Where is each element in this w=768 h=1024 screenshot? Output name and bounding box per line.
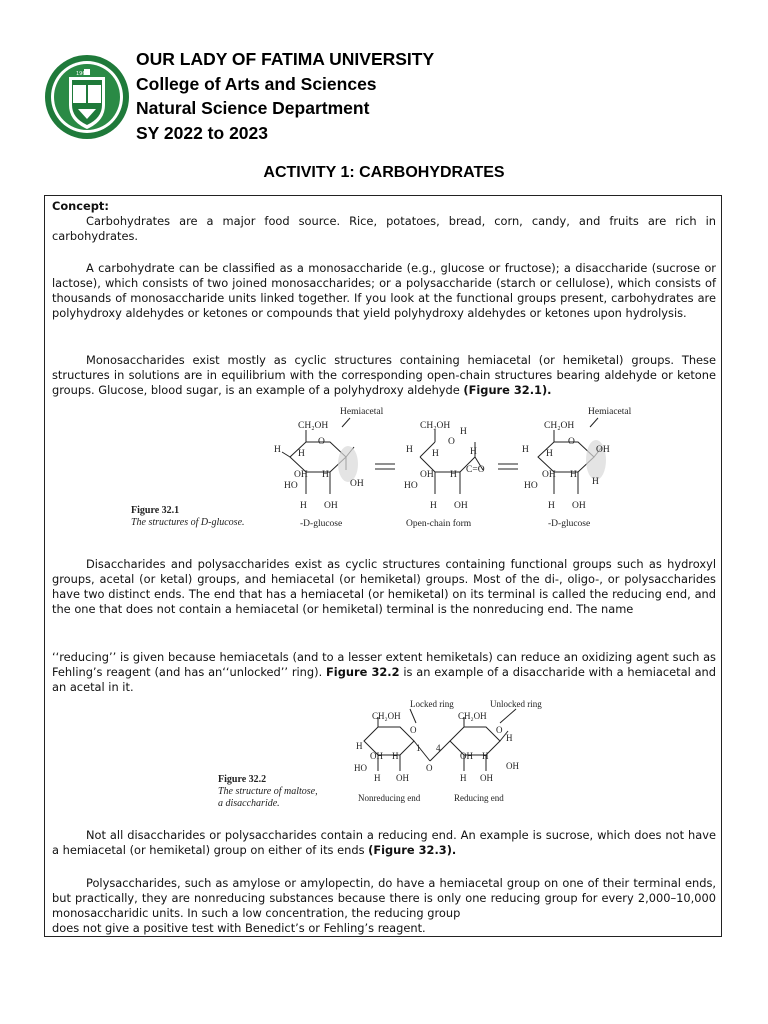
svg-text:O: O	[318, 437, 325, 447]
svg-text:Reducing end: Reducing end	[454, 793, 504, 803]
concept-label: Concept:	[52, 199, 109, 213]
svg-text:O: O	[448, 437, 455, 447]
svg-text:H: H	[548, 501, 555, 511]
concept-paragraph-2: A carbohydrate can be classified as a monosaccharide (e.g., glucose or fructose); a disaccharide (sucrose or lactose), which consists of two joined monosaccharides; or a polysaccharide (starch or cellulose), which consists of thousands of monosaccharide units linked together. If you look at the functional groups present, carbohydrates are polyhydroxy aldehydes or ketones or compounds that yield polyhydroxy aldehydes or ketones upon hydrolysis.	[52, 261, 716, 321]
svg-text:CH₂OH: CH₂OH	[420, 421, 451, 431]
school-year: SY 2022 to 2023	[136, 122, 268, 143]
svg-text:Hemiacetal: Hemiacetal	[588, 407, 632, 417]
concept-paragraph-1: Carbohydrates are a major food source. Rice, potatoes, bread, corn, candy, and fruits are rich in carbohydrates.	[52, 214, 716, 244]
concept-paragraph-3: Monosaccharides exist mostly as cyclic structures containing hemiacetal (or hemiketal) groups. These structures in solutions are in equilibrium with the corresponding open-chain structures bearing aldehyde or ketone groups. Glucose, blood sugar, is an example of a polyhydroxy aldehyde (Figure 32.1).	[52, 353, 716, 398]
svg-text:H: H	[356, 741, 363, 751]
svg-text:OH: OH	[370, 751, 383, 761]
svg-text:CH₂OH: CH₂OH	[544, 421, 575, 431]
svg-text:H: H	[300, 501, 307, 511]
svg-text:H: H	[406, 445, 413, 455]
svg-text:O: O	[496, 725, 503, 735]
svg-text:OH: OH	[294, 470, 308, 480]
svg-text:O: O	[426, 763, 433, 773]
svg-text:O: O	[568, 437, 575, 447]
svg-text:H: H	[432, 449, 439, 459]
concept-paragraph-5: Not all disaccharides or polysaccharides contain a reducing end. An example is sucrose, which does not have a hemiacetal (or hemiketal) group on either of its ends (Figure 32.3).	[52, 828, 716, 858]
svg-text:H: H	[470, 447, 477, 457]
svg-text:Hemiacetal: Hemiacetal	[340, 407, 384, 417]
university-name: OUR LADY OF FATIMA UNIVERSITY	[136, 49, 435, 69]
svg-text:OH: OH	[350, 479, 364, 489]
svg-text:OH: OH	[324, 501, 338, 511]
concept-paragraph-4-continued: ‘‘reducing’’ is given because hemiacetals (and to a lesser extent hemiketals) can reduce an oxidizing agent such as Fehling’s reagent (and has an‘‘unlocked’’ ring). Figure 32.2 is an example of a disaccharide with a hemiacetal and an acetal in it.	[52, 650, 717, 695]
svg-text:H: H	[592, 477, 599, 487]
svg-text:OH: OH	[420, 470, 434, 480]
svg-text:CH₂OH: CH₂OH	[298, 421, 329, 431]
svg-text:CH₂OH: CH₂OH	[372, 711, 401, 721]
figure-32-1-glucose-structures	[270, 402, 650, 534]
svg-text:Unlocked ring: Unlocked ring	[490, 699, 542, 709]
concept-paragraph-4: Disaccharides and polysaccharides exist as cyclic structures containing functional groups such as hydroxyl groups, acetal (or ketal) groups, and hemiacetal (or hemiketal) groups. Most of the di-, oligo-, or polysaccharides have two distinct ends. The end that has a hemiacetal (or hemiketal) on its terminal is called the reducing end, and the one that does not contain a hemiacetal (or hemiketal) terminal is the nonreducing end. The name	[52, 557, 716, 617]
svg-text:HO: HO	[284, 481, 298, 491]
college-name: College of Arts and Sciences	[136, 73, 377, 94]
svg-text:HO: HO	[404, 481, 418, 491]
svg-text:H: H	[450, 470, 457, 480]
concept-paragraph-6-continued: does not give a positive test with Benedict’s or Fehling’s reagent.	[52, 921, 426, 935]
svg-text:H: H	[298, 449, 305, 459]
svg-text:H: H	[546, 449, 553, 459]
svg-text:OH: OH	[396, 773, 409, 783]
svg-text:Open-chain form: Open-chain form	[406, 519, 472, 529]
logo-year: 1967	[76, 71, 89, 77]
svg-text:Nonreducing end: Nonreducing end	[358, 793, 421, 803]
svg-text:H: H	[274, 445, 281, 455]
svg-text:OH: OH	[480, 773, 493, 783]
svg-text:OH: OH	[454, 501, 468, 511]
document-header	[136, 47, 434, 145]
svg-text:HO: HO	[354, 763, 367, 773]
svg-text:-D-glucose: -D-glucose	[548, 519, 591, 529]
svg-text:H: H	[570, 470, 577, 480]
figure-32-1-caption: Figure 32.1 The structures of D-glucose.	[131, 505, 245, 528]
svg-text:H: H	[460, 427, 467, 437]
svg-text:HO: HO	[524, 481, 538, 491]
svg-text:H: H	[460, 773, 467, 783]
figure-32-2-caption: Figure 32.2 The structure of maltose, a disaccharide.	[218, 774, 318, 809]
svg-text:-D-glucose: -D-glucose	[300, 519, 343, 529]
svg-text:1: 1	[416, 743, 421, 753]
figure-32-2-maltose-structure	[350, 697, 560, 809]
activity-title: ACTIVITY 1: CARBOHYDRATES	[263, 164, 505, 181]
university-seal-logo	[44, 49, 130, 145]
svg-text:H: H	[322, 470, 329, 480]
department-name: Natural Science Department	[136, 98, 370, 118]
svg-text:H: H	[522, 445, 529, 455]
concept-paragraph-6: Polysaccharides, such as amylose or amylopectin, do have a hemiacetal group on one of their terminal ends, but practically, they are nonreducing substances because there is only one reducing group for every 2,000–10,000 monosaccharidic units. In such a low concentration, the reducing group	[52, 876, 716, 921]
svg-text:OH: OH	[460, 751, 473, 761]
svg-text:OH: OH	[572, 501, 586, 511]
svg-text:H: H	[374, 773, 381, 783]
svg-text:4: 4	[436, 743, 441, 753]
svg-text:O: O	[410, 725, 417, 735]
svg-text:OH: OH	[506, 761, 519, 771]
svg-text:H: H	[392, 751, 399, 761]
svg-text:H: H	[430, 501, 437, 511]
svg-text:Locked ring: Locked ring	[410, 699, 454, 709]
svg-text:C=O: C=O	[466, 465, 485, 475]
svg-text:H: H	[482, 751, 489, 761]
svg-text:H: H	[506, 733, 513, 743]
svg-text:OH: OH	[542, 470, 556, 480]
svg-text:OH: OH	[596, 445, 610, 455]
svg-text:CH₂OH: CH₂OH	[458, 711, 487, 721]
